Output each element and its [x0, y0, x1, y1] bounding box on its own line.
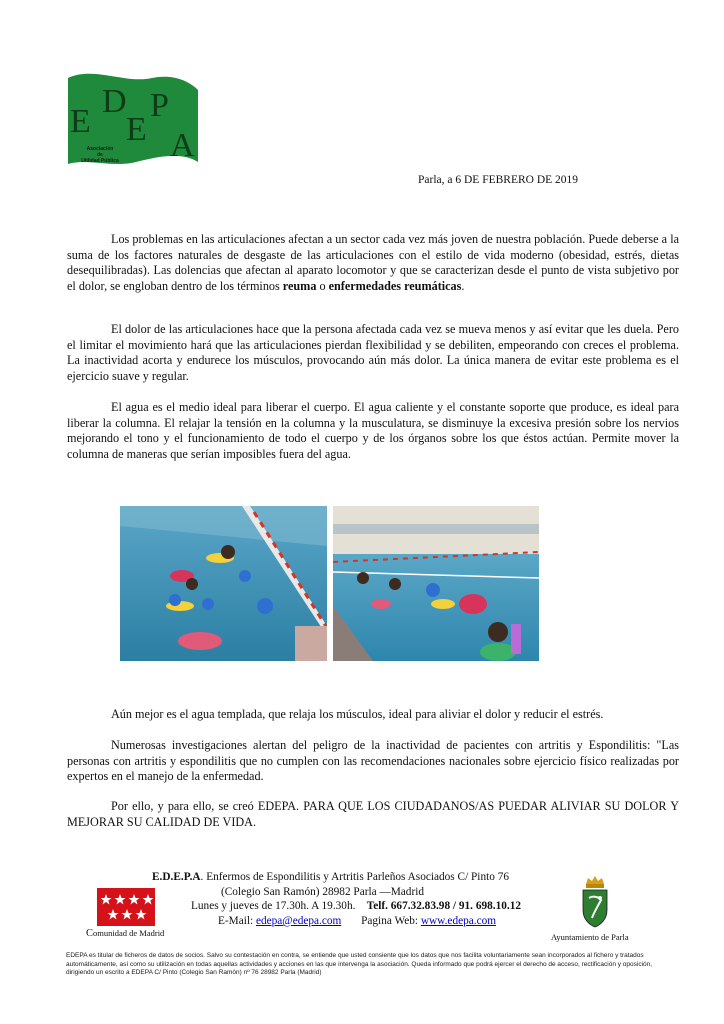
term-reuma: reuma — [282, 278, 317, 293]
ayuntamiento-parla-label: Ayuntamiento de Parla — [551, 932, 629, 942]
paragraph-4: Aún mejor es el agua templada, que relaja los músculos, ideal para aliviar el dolor y reducir el estrés. — [111, 707, 604, 721]
pool-photo-left — [120, 506, 327, 661]
footer-address: (Colegio San Ramón) 28982 Parla —Madrid — [221, 885, 425, 898]
footer-hours-line: Lunes y jueves de 17.30h. A 19.30h. Telf. 667.32.83.98 / 91. 698.10.12 — [191, 900, 522, 913]
logo-letter-e1: E — [70, 103, 91, 140]
date-line: Parla, a 6 DE FEBRERO DE 2019 — [418, 174, 579, 186]
logo-letter-a: A — [170, 127, 195, 164]
paragraph-6: Por ello, y para ello, se creó EDEPA. PARA QUE LOS CIUDADANOS/AS PUEDAR ALIVIAR SU DOLOR Y MEJORAR SU CALIDAD DE VIDA. — [67, 799, 679, 829]
comunidad-madrid-label: Comunidad de Madrid — [86, 928, 165, 939]
pool-photo-right — [333, 506, 539, 661]
paragraph-2: El dolor de las articulaciones hace que la persona afectada cada vez se mueva menos y así evitar que les duela. Pero el limitar el movimiento hará que las articulaciones pierdan flexibilidad y se debiliten, empeorando con creces el problema. La inactividad acorta y endurece los músculos, provocando aún más dolor. La única manera de evitar este problema es el ejercicio suave y regular. — [67, 322, 679, 383]
logo-letter-p: P — [150, 87, 169, 124]
paragraph-1: Los problemas en las articulaciones afectan a un sector cada vez más joven de nuestra población. Puede deberse a la suma de los factores naturales de desgaste de las articulaciones con el estilo de vida moderno (obesidad, estrés, dietas desequilibradas). Las dolencias que afectan al aparato locomotor y que se caracterizan desde el punto de vista subjetivo por el dolor, se engloban dentro de los términos reuma o enfermedades reumáticas. — [67, 232, 679, 293]
email-link[interactable]: edepa@edepa.com — [255, 914, 342, 927]
footer-web-line: E-Mail: edepa@edepa.com Pagina Web: www.edepa.com — [218, 914, 497, 927]
parla-coat-of-arms — [580, 874, 610, 928]
legal-notice: EDEPA es titular de ficheros de datos de socios. Salvo su contestación en contra, se entiende que usted consiente que los datos que nos facilita voluntariamente sean incorporados al fichero y tratados automáticamente, así como su utilización en todas aquellas actividades y acciones en las que intervenga la asociación. Queda informado que podrá ejercer el derecho de acceso, rectificación y oposición, dirigiendo un escrito a EDEPA C/ Pinto (Colegio San Ramón) nº 76 28982 Parla (Madrid) — [66, 952, 653, 977]
logo-letter-d: D — [102, 83, 127, 120]
term-enfermedades-reumaticas: enfermedades reumáticas — [328, 278, 462, 293]
paragraph-5: Numerosas investigaciones alertan del peligro de la inactividad de pacientes con artritis y Espondilitis: "Las personas con artritis y espondilitis que no cumplen con las recomendaciones nacionales sobre ejercicio físico realizadas por expertos en el manejo de la enfermedad. — [67, 738, 679, 784]
paragraph-3: El agua es el medio ideal para liberar el cuerpo. El agua caliente y el constante soporte que produce, es ideal para liberar la columna. El relajar la tensión en la columna y la musculatura, se disminuye la excesiva presión sobre los nervios mejorando el tono y el funcionamiento de todo el cuerpo y de los órganos sobre los que éstos actúan. Permite mover la columna de maneras que serían imposibles fuera del agua. — [67, 400, 679, 461]
comunidad-madrid-flag — [97, 888, 155, 926]
footer-phones: Telf. 667.32.83.98 / 91. 698.10.12 — [366, 900, 522, 913]
logo-letter-e2: E — [126, 111, 147, 148]
logo-subtitle: Asociación de Utilidad Pública — [81, 146, 119, 164]
footer-org-line: E.D.E.P.A. Enfermos de Espondilitis y Artritis Parleños Asociados C/ Pinto 76 — [152, 871, 510, 883]
website-link[interactable]: www.edepa.com — [420, 914, 497, 927]
